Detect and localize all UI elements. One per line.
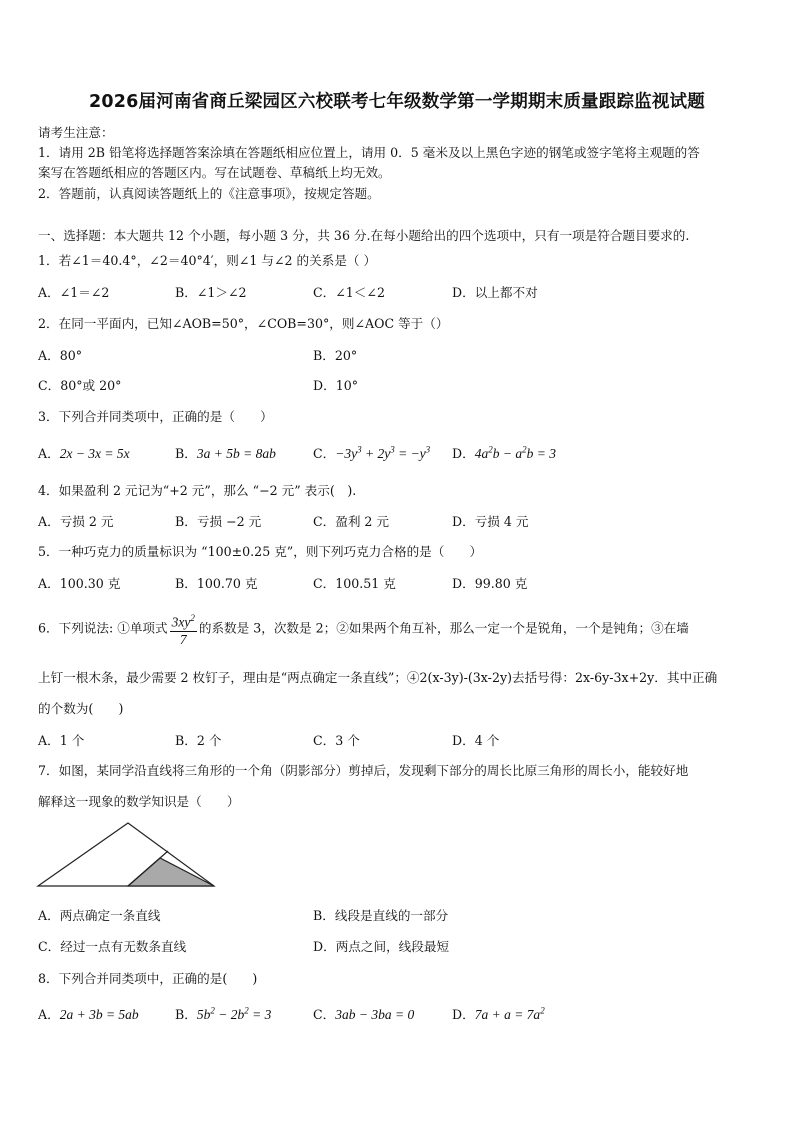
q4-stem: 4．如果盈利 2 元记为“+2 元”，那么 “−2 元” 表示( ). <box>38 483 357 498</box>
q8-option-a-expr: 2a + 3b = 5ab <box>59 1007 139 1022</box>
q6-stem-post: 的系数是 3，次数是 2；②如果两个角互补，那么一定一个是锐角，一个是钝角；③在墙 <box>198 620 689 636</box>
q6-option-c: C．3 个 <box>313 733 360 748</box>
q1-stem: 1．若∠1＝40.4°，∠2＝40°4′，则∠1 与∠2 的关系是（ ） <box>38 253 377 268</box>
q7-triangle-figure <box>36 818 216 890</box>
q6-option-b: B．2 个 <box>175 733 222 748</box>
q3-option-b-label: B． <box>175 446 197 461</box>
q3-option-c-expr: $-3y^3 + 2y^3 = -y^3$ <box>335 444 431 461</box>
q1-option-a: A．∠1＝∠2 <box>38 285 110 300</box>
q1-option-d: D．以上都不对 <box>452 285 538 300</box>
q6-stem-pre: 6．下列说法: ①单项式 <box>38 620 168 636</box>
q7-option-b: B．线段是直线的一部分 <box>313 908 449 923</box>
q3-option-d-label: D． <box>452 446 475 461</box>
q3-option-b-expr: 3a + 5b = 8ab <box>196 446 276 461</box>
q3-option-c <box>313 443 430 462</box>
q8-option-c-label: C． <box>313 1007 336 1022</box>
q6-stem-line-2: 上钉一根木条，最少需要 2 枚钉子，理由是“两点确定一条直线”；④2(x-3y)-(3x-2y)去括号得：2x-6y-3x+2y．其中正确 <box>38 670 718 685</box>
q2-stem: 2．在同一平面内，已知∠AOB=50°，∠COB=30°，则∠AOC 等于（） <box>38 316 449 331</box>
exam-title: 2026届河南省商丘梁园区六校联考七年级数学第一学期期末质量跟踪监视试题 <box>89 92 705 112</box>
q8-option-d-expr: $7a + a = 7a^2$ <box>474 1005 545 1022</box>
q1-option-c: C．∠1＜∠2 <box>313 285 385 300</box>
q4-option-c: C．盈利 2 元 <box>313 514 390 529</box>
q6-stem-line-1 <box>38 610 689 648</box>
q5-stem: 5．一种巧克力的质量标识为 “100±0.25 克”，则下列巧克力合格的是（ ） <box>38 544 483 559</box>
q1-option-b: B．∠1＞∠2 <box>175 285 247 300</box>
q2-option-a: A．80° <box>38 348 83 363</box>
notice-item-1-line-1: 1．请用 2B 铅笔将选择题答案涂填在答题纸相应位置上，请用 0．5 毫米及以上黑色字迹的钢笔或签字笔将主观题的答 <box>38 145 700 160</box>
q2-option-b: B．20° <box>313 348 358 363</box>
q8-option-d-label: D． <box>452 1007 475 1022</box>
q4-option-d: D．亏损 4 元 <box>452 514 529 529</box>
q5-option-c: C．100.51 克 <box>313 576 396 591</box>
q8-option-a-label: A． <box>38 1007 60 1022</box>
q6-option-d: D．4 个 <box>452 733 500 748</box>
q6-option-a: A．1 个 <box>38 733 85 748</box>
q3-option-d <box>452 443 556 462</box>
q7-stem-line-2: 解释这一现象的数学知识是（ ） <box>38 794 240 809</box>
q4-option-a: A．亏损 2 元 <box>38 514 114 529</box>
q2-option-d: D．10° <box>313 378 359 393</box>
q3-option-c-label: C． <box>313 446 336 461</box>
q5-option-b: B．100.70 克 <box>175 576 258 591</box>
q8-option-c <box>313 1004 414 1023</box>
q7-option-c: C．经过一点有无数条直线 <box>38 939 187 954</box>
q8-option-b-expr: $5b^2 - 2b^2 = 3$ <box>196 1005 272 1022</box>
q5-option-d: D．99.80 克 <box>452 576 528 591</box>
notice-item-1-line-2: 案写在答题纸相应的答题区内。写在试题卷、草稿纸上均无效。 <box>38 165 391 180</box>
q7-option-a: A．两点确定一条直线 <box>38 908 161 923</box>
q6-fraction: $\frac{3xy^2}{7}$ <box>170 610 197 648</box>
q8-option-d <box>452 1004 545 1023</box>
q8-stem: 8．下列合并同类项中，正确的是( ) <box>38 971 258 986</box>
q3-option-b <box>175 443 276 462</box>
notice-heading: 请考生注意： <box>38 125 114 140</box>
q7-option-d: D．两点之间，线段最短 <box>313 939 450 954</box>
q8-option-a <box>38 1004 139 1023</box>
q3-option-a <box>38 443 130 462</box>
q8-option-c-expr: 3ab − 3ba = 0 <box>335 1007 415 1022</box>
q6-stem-line-3: 的个数为( ) <box>38 701 124 716</box>
q8-option-b <box>175 1004 271 1023</box>
q3-option-a-label: A． <box>38 446 60 461</box>
section-1-heading: 一、选择题：本大题共 12 个小题，每小题 3 分，共 36 分.在每小题给出的四个选项中，只有一项是符合题目要求的. <box>38 228 690 243</box>
q7-stem-line-1: 7．如图，某同学沿直线将三角形的一个角（阴影部分）剪掉后，发现剩下部分的周长比原三角形的周长小，能较好地 <box>38 763 689 778</box>
q3-option-a-expr: 2x − 3x = 5x <box>59 446 130 461</box>
q2-option-c: C．80°或 20° <box>38 378 122 393</box>
q5-option-a: A．100.30 克 <box>38 576 121 591</box>
q4-option-b: B．亏损 −2 元 <box>175 514 262 529</box>
q3-stem: 3．下列合并同类项中，正确的是（ ） <box>38 409 273 424</box>
notice-item-2: 2．答题前，认真阅读答题纸上的《注意事项》，按规定答题。 <box>38 186 380 201</box>
q8-option-b-label: B． <box>175 1007 197 1022</box>
q3-option-d-expr: $4a^2b - a^2b = 3$ <box>474 444 556 461</box>
